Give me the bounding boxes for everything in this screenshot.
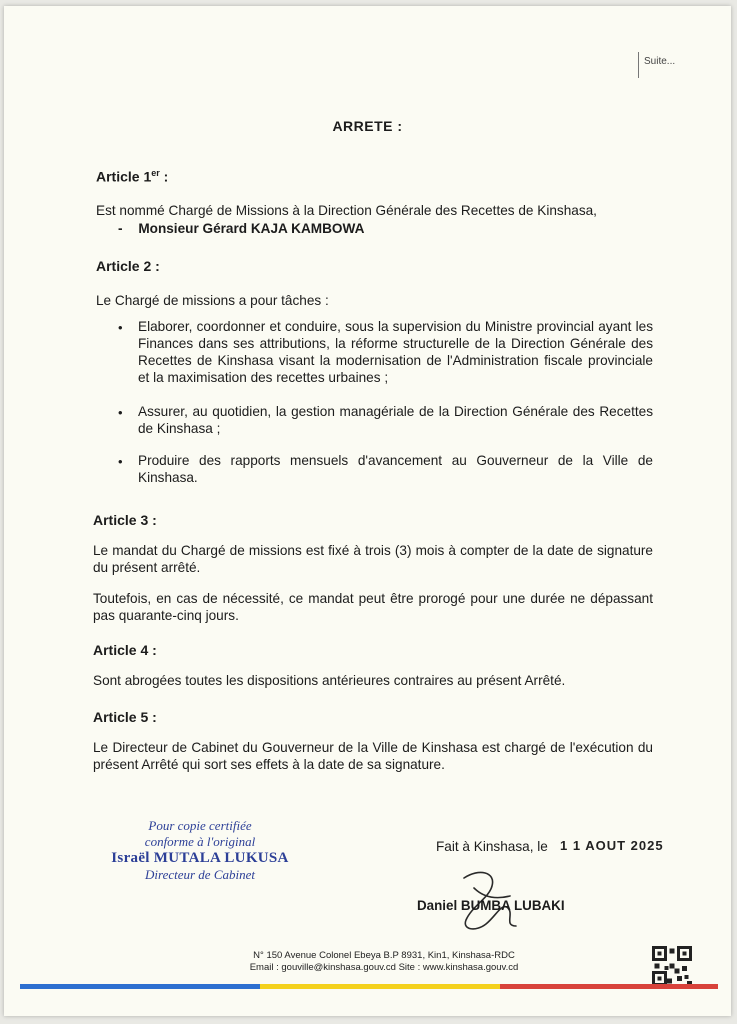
flag-stripe-blue	[20, 984, 260, 989]
article-1-heading-text: Article 1	[96, 168, 152, 185]
article-2-heading: Article 2 :	[96, 258, 160, 274]
article-1-heading-sup: er	[151, 168, 160, 178]
place-label: Fait à Kinshasa, le	[436, 839, 548, 854]
article-4-heading: Article 4 :	[93, 642, 157, 658]
stamp-line-1: Pour copie certifiée	[148, 818, 252, 833]
continuation-note: Suite...	[644, 56, 676, 67]
footer-contact-line: Email : gouville@kinshasa.gouv.cd Site : www.kinshasa.gouv.cd	[249, 962, 519, 973]
article-1-heading	[96, 168, 168, 185]
header-divider	[638, 52, 639, 78]
article-1-text: Est nommé Chargé de Missions à la Direction Générale des Recettes de Kinshasa,	[96, 203, 597, 218]
stamp-line-3: Israël MUTALA LUKUSA	[111, 850, 289, 866]
article-3-paragraph-2: Toutefois, en cas de nécessité, ce mandat peut être prorogé pour une durée ne dépassant pas quarante-cinq jours.	[93, 591, 653, 623]
certification-stamp	[100, 818, 300, 883]
signatory-name: Daniel BUMBA LUBAKI	[417, 898, 565, 913]
stamp-line-4: Directeur de Cabinet	[145, 867, 255, 882]
task-item-3: Produire des rapports mensuels d'avancement au Gouverneur de la Ville de Kinshasa.	[138, 453, 653, 485]
document-title: ARRETE :	[332, 118, 403, 134]
task-item-2: Assurer, au quotidien, la gestion managériale de la Direction Générale des Recettes de Kinshasa ;	[138, 404, 653, 436]
qr-code-icon	[652, 946, 692, 986]
appointee-name: Monsieur Gérard KAJA KAMBOWA	[138, 221, 365, 236]
bullet-icon: •	[118, 405, 123, 420]
stamp-line-2: conforme à l'original	[144, 834, 256, 849]
bullet-icon: •	[118, 320, 123, 335]
flag-stripe-yellow	[260, 984, 500, 989]
flag-stripe-red	[500, 984, 718, 989]
appointee-dash: -	[118, 221, 123, 236]
document-page	[4, 6, 731, 1016]
article-5-text: Le Directeur de Cabinet du Gouverneur de la Ville de Kinshasa est chargé de l'exécution du présent Arrêté qui sort ses effets à la date de sa signature.	[93, 740, 653, 772]
task-item-1: Elaborer, coordonner et conduire, sous la supervision du Ministre provincial ayant les Finances dans ses attributions, la réforme structurelle de la Direction Générale des Recettes de Kinshasa visant la modernisation de l'Administration fiscale provinciale et la maximisation des recettes urbaines ;	[138, 319, 653, 385]
date-stamp: 1 1 AOUT 2025	[560, 838, 664, 853]
article-3-heading: Article 3 :	[93, 512, 157, 528]
article-4-text: Sont abrogées toutes les dispositions antérieures contraires au présent Arrêté.	[93, 673, 566, 688]
article-2-intro: Le Chargé de missions a pour tâches :	[96, 293, 329, 308]
article-1-appointee	[118, 220, 364, 237]
bullet-icon: •	[118, 454, 123, 469]
footer-contact	[184, 950, 584, 974]
footer-address: N° 150 Avenue Colonel Ebeya B.P 8931, Kin1, Kinshasa-RDC	[253, 950, 515, 961]
article-5-heading: Article 5 :	[93, 709, 157, 725]
article-1-heading-suffix: :	[159, 168, 169, 185]
article-3-paragraph-1: Le mandat du Chargé de missions est fixé à trois (3) mois à compter de la date de signature du présent arrêté.	[93, 543, 653, 575]
